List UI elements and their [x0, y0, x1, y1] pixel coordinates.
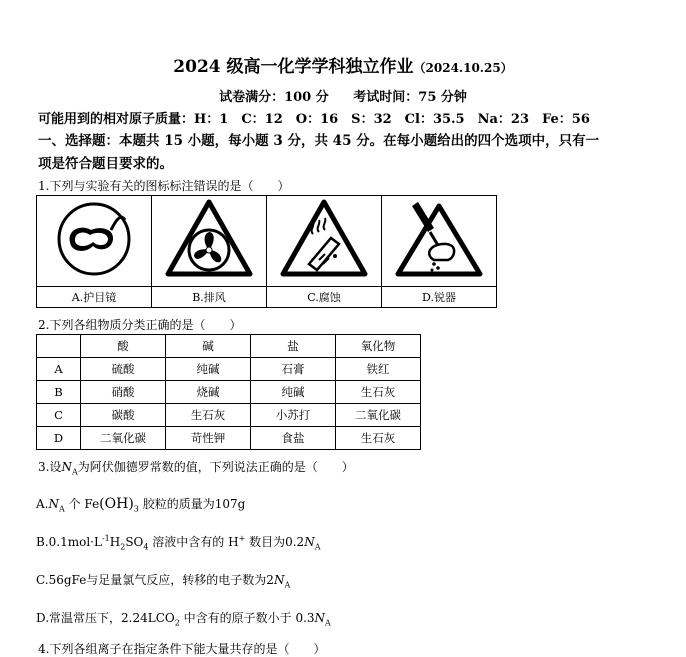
icon-label-d: D.锐器: [382, 287, 497, 308]
opt-text: 数目为0.2: [245, 535, 305, 549]
header-cell: 氧化物: [336, 335, 421, 358]
table-cell: 硝酸: [81, 381, 166, 404]
table-cell: B: [37, 381, 81, 404]
table-header-row: [37, 335, 421, 358]
sharp-object-icon: [394, 198, 484, 280]
question-1-stem: 1.下列与实验有关的图标标注错误的是（ ）: [38, 179, 290, 193]
opt-text: 个 Fe: [64, 497, 100, 511]
table-cell: 二氧化碳: [81, 427, 166, 450]
avogadro-symbol: N: [304, 535, 315, 549]
exam-date: （2024.10.25）: [413, 61, 513, 75]
opt-superscript: +: [238, 534, 246, 543]
opt-subscript: 2: [174, 618, 180, 628]
opt-text: SO: [125, 535, 144, 549]
avogadro-symbol: N: [314, 611, 326, 625]
table-cell: 烧碱: [166, 381, 251, 404]
avogadro-subscript: A: [58, 504, 65, 514]
q3-stem-text: 为阿伏伽德罗常数的值，下列说法正确的是（ ）: [77, 460, 354, 474]
exam-time: 考试时间：75 分钟: [353, 90, 467, 105]
fan-icon: [164, 198, 254, 280]
table-cell: C: [37, 404, 81, 427]
corrosion-icon-cell: [267, 196, 382, 287]
header-cell: [37, 335, 81, 358]
header-cell: 碱: [166, 335, 251, 358]
fan-icon-cell: [152, 196, 267, 287]
header-cell: 盐: [251, 335, 336, 358]
table-cell: 碳酸: [81, 404, 166, 427]
goggles-icon-cell: [37, 196, 152, 287]
opt-superscript: -1: [101, 534, 110, 543]
opt-text: D.常温常压下，2.24LCO: [36, 611, 175, 625]
opt-text: B.0.1mol·L: [36, 535, 102, 549]
opt-letter: A.: [36, 497, 49, 511]
table-cell: 小苏打: [251, 404, 336, 427]
exam-info: [0, 86, 686, 105]
table-cell: 铁红: [336, 358, 421, 381]
classification-table: [36, 334, 421, 450]
table-cell: 纯碱: [251, 381, 336, 404]
question-3-stem: [38, 458, 354, 476]
avogadro-subscript: A: [314, 542, 321, 552]
icon-label-a: A.护目镜: [37, 287, 152, 308]
hazard-icon-table: [36, 195, 497, 308]
avogadro-subscript: A: [284, 580, 291, 590]
opt-text: 胶粒的质量为107g: [138, 497, 246, 511]
page-title: [0, 52, 686, 77]
table-cell: 生石灰: [336, 381, 421, 404]
avogadro-subscript: A: [325, 618, 331, 628]
table-cell: 石膏: [251, 358, 336, 381]
table-cell: A: [37, 358, 81, 381]
table-cell: 生石灰: [166, 404, 251, 427]
icon-label-c: C.腐蚀: [267, 287, 382, 308]
table-row: [37, 427, 421, 450]
opt-subscript: 3: [133, 504, 139, 514]
q3-stem-prefix: 3.设: [38, 460, 62, 474]
sharp-object-icon-cell: [382, 196, 497, 287]
table-row: [37, 358, 421, 381]
icon-label-b: B.排风: [152, 287, 267, 308]
q3-option-c: [36, 571, 290, 589]
question-2-stem: 2.下列各组物质分类正确的是（ ）: [38, 318, 242, 332]
header-cell: 酸: [81, 335, 166, 358]
table-cell: 苛性钾: [166, 427, 251, 450]
atomic-masses: 可能用到的相对原子质量：H：1 C：12 O：16 S：32 Cl：35.5 Na：23 Fe：56: [38, 112, 590, 127]
table-cell: 纯碱: [166, 358, 251, 381]
opt-text: H: [109, 535, 121, 549]
table-cell: 硫酸: [81, 358, 166, 381]
opt-text: C.56gFe与足量氯气反应，转移的电子数为2: [36, 573, 274, 587]
opt-subscript: 2: [120, 542, 126, 552]
table-cell: 食盐: [251, 427, 336, 450]
opt-text: 中含有的原子数小于 0.3: [179, 611, 315, 625]
table-row: [37, 381, 421, 404]
q3-option-d: [36, 609, 331, 627]
question-4-stem: 4.下列各组离子在指定条件下能大量共存的是（ ）: [38, 642, 326, 656]
opt-text: 溶液中含有的 H: [148, 535, 239, 549]
table-cell: 生石灰: [336, 427, 421, 450]
table-cell: 二氧化碳: [336, 404, 421, 427]
table-row: [37, 404, 421, 427]
section-line-1: 一、选择题：本题共 15 小题，每小题 3 分，共 45 分。在每小题给出的四个选项中，只有一: [38, 133, 600, 149]
avogadro-symbol: N: [48, 497, 59, 511]
avogadro-symbol: N: [273, 573, 285, 587]
q3-option-a: [36, 495, 245, 513]
section-line-2: 项是符合题目要求的。: [38, 156, 173, 172]
section-heading: [38, 130, 623, 176]
q3-option-b: [36, 533, 320, 551]
avogadro-symbol: N: [61, 460, 72, 474]
opt-text: (OH): [99, 496, 134, 512]
full-score: 试卷满分：100 分: [219, 90, 329, 105]
exam-title: 2024 级高一化学学科独立作业: [173, 57, 414, 77]
opt-subscript: 4: [143, 542, 149, 552]
table-cell: D: [37, 427, 81, 450]
corrosion-icon: [279, 198, 369, 280]
avogadro-subscript: A: [71, 467, 78, 477]
goggles-icon: [55, 200, 133, 278]
